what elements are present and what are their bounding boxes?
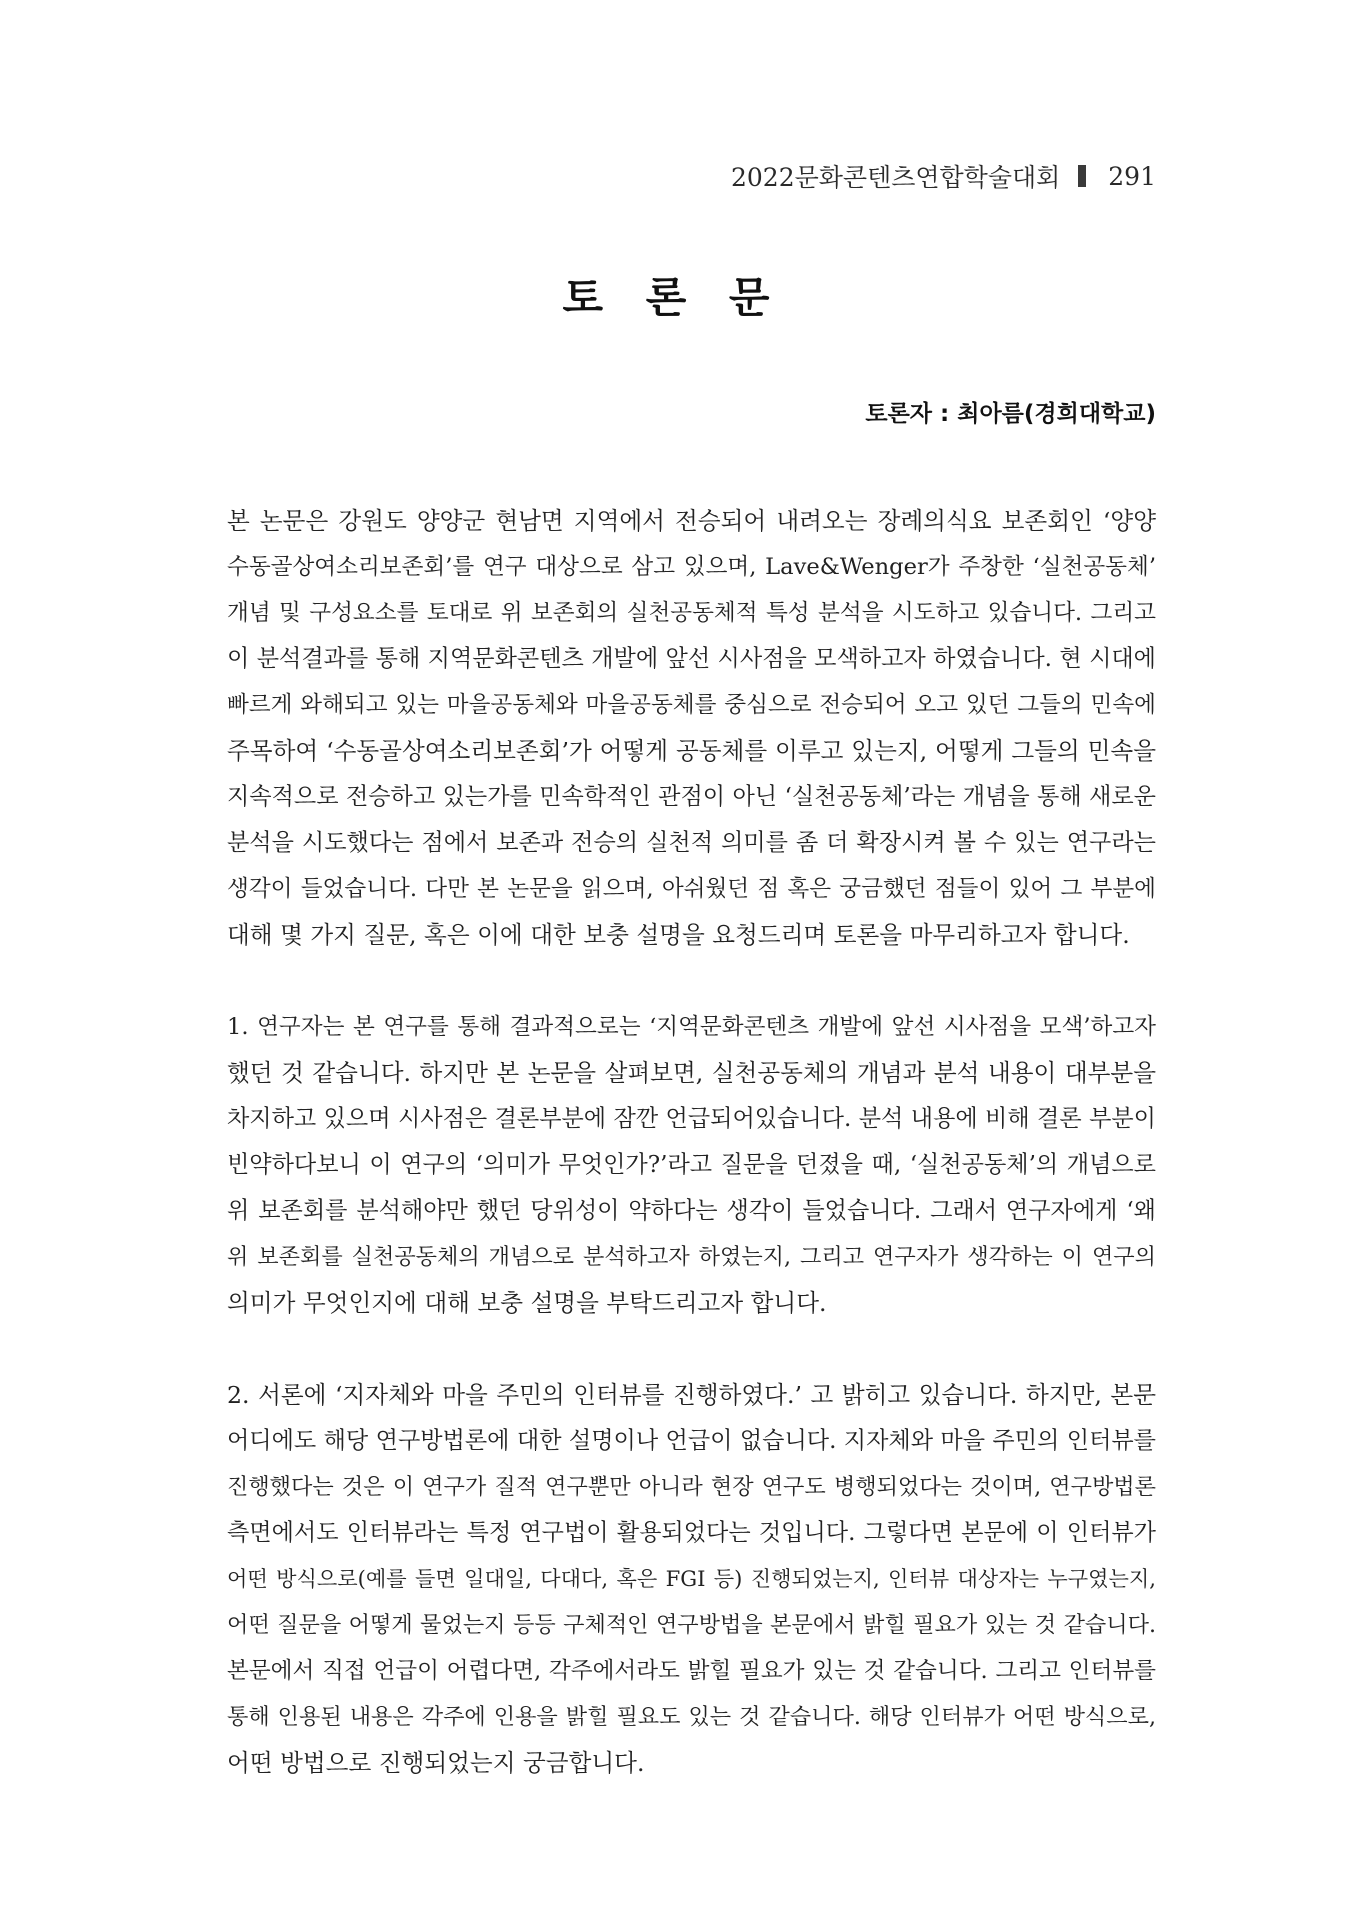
text-line: 통해 인용된 내용은 각주에 인용을 밝힐 필요도 있는 것 같습니다. 해당 인터뷰가 어떤 방식으로, bbox=[227, 1704, 1156, 1730]
page-number: 291 bbox=[1108, 161, 1156, 191]
text-line: 어디에도 해당 연구방법론에 대한 설명이나 언급이 없습니다. 지자체와 마을 주민의 인터뷰를 bbox=[227, 1428, 1156, 1454]
paragraph-intro bbox=[203, 498, 1156, 958]
text-line: 수동골상여소리보존회’를 연구 대상으로 삼고 있으며, Lave&Wenger가 주창한 ‘실천공동체’ bbox=[227, 554, 1156, 580]
text-line: 생각이 들었습니다. 다만 본 논문을 읽으며, 아쉬웠던 점 혹은 궁금했던 점들이 있어 그 부분에 bbox=[227, 876, 1156, 902]
conference-name: 2022문화콘텐츠연합학술대회 bbox=[731, 163, 1061, 192]
text-line: 어떤 방법으로 진행되었는지 궁금합니다. bbox=[227, 1749, 645, 1777]
text-line: 주목하여 ‘수동골상여소리보존회’가 어떻게 공동체를 이루고 있는지, 어떻게 그들의 민속을 bbox=[227, 737, 1156, 765]
paragraph-question-2 bbox=[203, 1372, 1156, 1786]
document-title: 토 론 문 bbox=[562, 273, 784, 322]
text-line: 위 보존회를 실천공동체의 개념으로 분석하고자 하였는지, 그리고 연구자가 생각하는 이 연구의 bbox=[227, 1244, 1156, 1270]
header-separator-bar bbox=[1078, 165, 1086, 187]
text-line: 했던 것 같습니다. 하지만 본 논문을 살펴보면, 실천공동체의 개념과 분석 내용이 대부분을 bbox=[227, 1059, 1156, 1087]
discussant-line: 토론자 : 최아름(경희대학교) bbox=[865, 401, 1156, 427]
body-text bbox=[203, 498, 1156, 1832]
text-line: 대해 몇 가지 질문, 혹은 이에 대한 보충 설명을 요청드리며 토론을 마무리하고자 합니다. bbox=[227, 921, 1130, 949]
paragraph-question-1 bbox=[203, 1004, 1156, 1326]
text-line: 지속적으로 전승하고 있는가를 민속학적인 관점이 아닌 ‘실천공동체’라는 개념을 통해 새로운 bbox=[227, 784, 1156, 810]
text-line: 2. 서론에 ‘지자체와 마을 주민의 인터뷰를 진행하였다.’ 고 밝히고 있습니다. 하지만, 본문 bbox=[227, 1381, 1156, 1409]
text-line: 개념 및 구성요소를 토대로 위 보존회의 실천공동체적 특성 분석을 시도하고 있습니다. 그리고 bbox=[227, 600, 1156, 626]
text-line: 빈약하다보니 이 연구의 ‘의미가 무엇인가?’라고 질문을 던졌을 때, ‘실천공동체’의 개념으로 bbox=[227, 1152, 1156, 1178]
text-line: 본 논문은 강원도 양양군 현남면 지역에서 전승되어 내려오는 장례의식요 보존회인 ‘양양 bbox=[227, 507, 1156, 535]
running-header bbox=[731, 158, 1156, 194]
text-line: 어떤 방식으로(예를 들면 일대일, 다대다, 혹은 FGI 등) 진행되었는지, 인터뷰 대상자는 누구였는지, bbox=[227, 1566, 1156, 1591]
text-line: 의미가 무엇인지에 대해 보충 설명을 부탁드리고자 합니다. bbox=[227, 1289, 827, 1317]
text-line: 본문에서 직접 언급이 어렵다면, 각주에서라도 밝힐 필요가 있는 것 같습니다. 그리고 인터뷰를 bbox=[227, 1658, 1156, 1684]
text-line: 빠르게 와해되고 있는 마을공동체와 마을공동체를 중심으로 전승되어 오고 있던 그들의 민속에 bbox=[227, 692, 1156, 718]
text-line: 진행했다는 것은 이 연구가 질적 연구뿐만 아니라 현장 연구도 병행되었다는 것이며, 연구방법론 bbox=[227, 1474, 1156, 1500]
text-line: 차지하고 있으며 시사점은 결론부분에 잠깐 언급되어있습니다. 분석 내용에 비해 결론 부분이 bbox=[227, 1106, 1156, 1132]
text-line: 분석을 시도했다는 점에서 보존과 전승의 실천적 의미를 좀 더 확장시켜 볼 수 있는 연구라는 bbox=[227, 830, 1156, 856]
text-line: 위 보존회를 분석해야만 했던 당위성이 약하다는 생각이 들었습니다. 그래서 연구자에게 ‘왜 bbox=[227, 1198, 1156, 1224]
text-line: 이 분석결과를 통해 지역문화콘텐츠 개발에 앞선 시사점을 모색하고자 하였습니다. 현 시대에 bbox=[227, 646, 1156, 672]
text-line: 1. 연구자는 본 연구를 통해 결과적으로는 ‘지역문화콘텐츠 개발에 앞선 시사점을 모색’하고자 bbox=[227, 1014, 1156, 1040]
text-line: 측면에서도 인터뷰라는 특정 연구법이 활용되었다는 것입니다. 그렇다면 본문에 이 인터뷰가 bbox=[227, 1520, 1156, 1546]
text-line: 어떤 질문을 어떻게 물었는지 등등 구체적인 연구방법을 본문에서 밝힐 필요가 있는 것 같습니다. bbox=[227, 1612, 1156, 1638]
